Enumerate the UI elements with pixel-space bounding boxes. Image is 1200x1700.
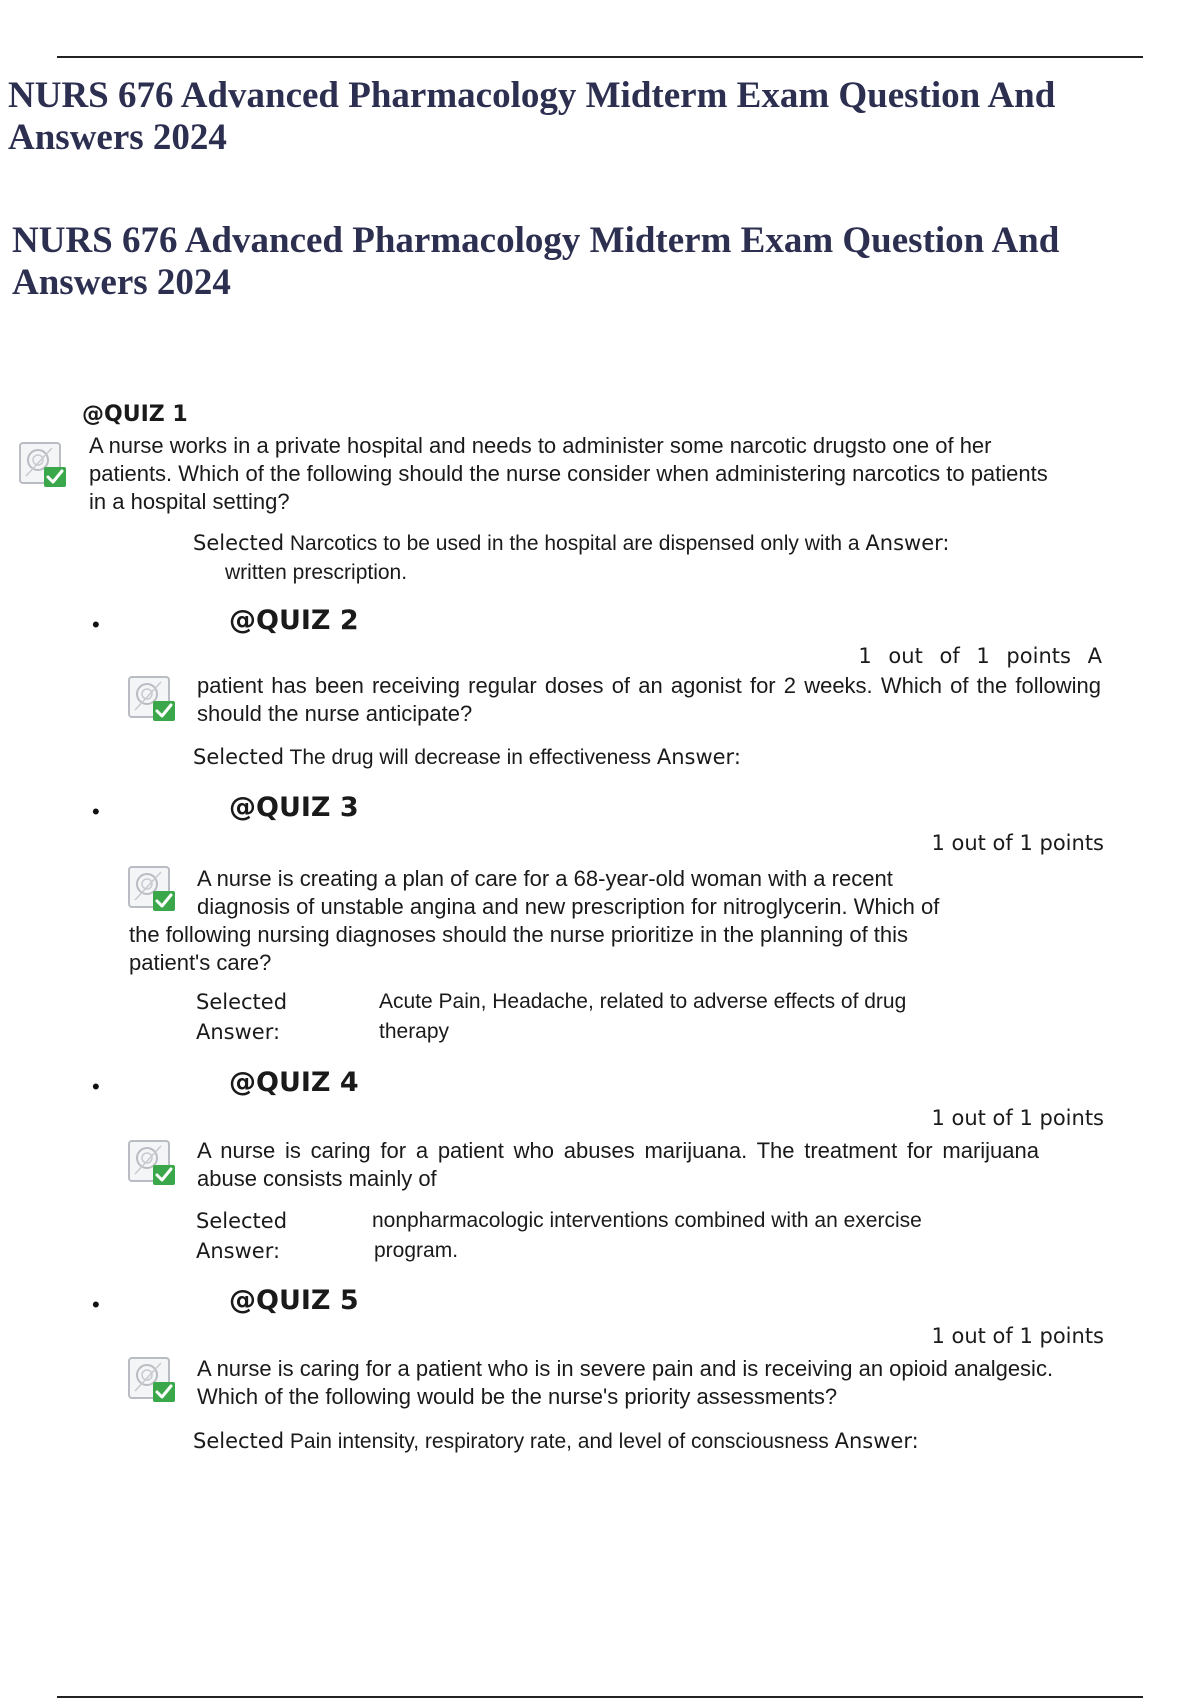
checked-answer-icon	[127, 1355, 179, 1405]
document-title: NURS 676 Advanced Pharmacology Midterm Exam Question And Answers 2024	[8, 75, 1056, 158]
quiz-heading: @QUIZ 1	[82, 402, 188, 427]
points-text: 1 out of 1 points	[858, 644, 1071, 668]
answer-label: Answer:	[865, 531, 950, 555]
answer-label: Answer:	[196, 1020, 281, 1044]
question-line: diagnosis of unstable angina and new prescription for nitroglycerin. Which of	[197, 894, 940, 919]
answer-text-continued: program.	[374, 1239, 459, 1262]
top-rule	[57, 56, 1143, 58]
bullet: •	[92, 1074, 100, 1099]
answer-text: The drug will decrease in effectiveness	[289, 746, 651, 769]
selected-label: Selected	[193, 531, 285, 555]
checked-answer-icon	[127, 864, 179, 914]
document-title-repeat: NURS 676 Advanced Pharmacology Midterm Exam Question And Answers 2024	[12, 220, 1060, 303]
question-line: the following nursing diagnoses should the nurse prioritize in the planning of this	[129, 922, 909, 947]
selected-label: Selected	[193, 745, 285, 769]
bullet: •	[92, 799, 100, 824]
question-line: A nurse is creating a plan of care for a 68-year-old woman with a recent	[197, 866, 893, 891]
checked-answer-icon	[127, 674, 179, 724]
answer-text: nonpharmacologic interventions combined with an exercise	[372, 1209, 922, 1232]
bottom-rule	[57, 1696, 1143, 1698]
quiz-heading: @QUIZ 2	[229, 605, 359, 636]
selected-label: Selected	[193, 1429, 285, 1453]
question-text: A nurse works in a private hospital and needs to administer some narcotic drugsto one of her patients. Which of the following should the nurse consider when administering narcotics to patients in a hospital setting?	[89, 433, 1048, 514]
quiz-heading: @QUIZ 4	[229, 1067, 359, 1098]
selected-label: Selected	[196, 990, 288, 1014]
answer-text: Pain intensity, respiratory rate, and level of consciousness	[289, 1430, 829, 1453]
question-line: patient's care?	[129, 950, 272, 975]
selected-answer	[193, 528, 949, 559]
selected-answer	[193, 1426, 919, 1457]
quiz-heading: @QUIZ 5	[229, 1285, 359, 1316]
points-badge: 1 out of 1 points	[931, 1106, 1104, 1130]
bullet: •	[92, 1292, 100, 1317]
answer-label: Answer:	[834, 1429, 919, 1453]
answer-text-continued: therapy	[379, 1020, 450, 1043]
points-badge: 1 out of 1 points	[931, 1324, 1104, 1348]
answer-text-continued: written prescription.	[225, 561, 408, 584]
answer-text: Acute Pain, Headache, related to adverse effects of drug	[379, 990, 907, 1013]
checked-answer-icon	[127, 1138, 179, 1188]
checked-answer-icon	[18, 440, 70, 490]
selected-answer	[193, 742, 741, 773]
question-text: patient has been receiving regular doses of an agonist for 2 weeks. Which of the following should the nurse anticipate?	[197, 673, 1101, 726]
question-text: A nurse is caring for a patient who abuses marijuana. The treatment for marijuana abuse consists mainly of	[197, 1138, 1039, 1191]
answer-label: Answer:	[196, 1239, 281, 1263]
selected-answer	[196, 1206, 1046, 1270]
answer-label: Answer:	[656, 745, 741, 769]
quiz-heading: @QUIZ 3	[229, 792, 359, 823]
answer-text: Narcotics to be used in the hospital are dispensed only with a	[289, 532, 860, 555]
question-text: A nurse is caring for a patient who is in severe pain and is receiving an opioid analgesic. Which of the following would be the nurse's priority assessments?	[197, 1356, 1054, 1409]
selected-answer	[196, 987, 996, 1051]
bullet: •	[92, 612, 100, 637]
points-badge	[858, 644, 1102, 668]
points-badge: 1 out of 1 points	[931, 831, 1104, 855]
selected-label: Selected	[196, 1209, 288, 1233]
points-trailing: A	[1087, 644, 1102, 668]
